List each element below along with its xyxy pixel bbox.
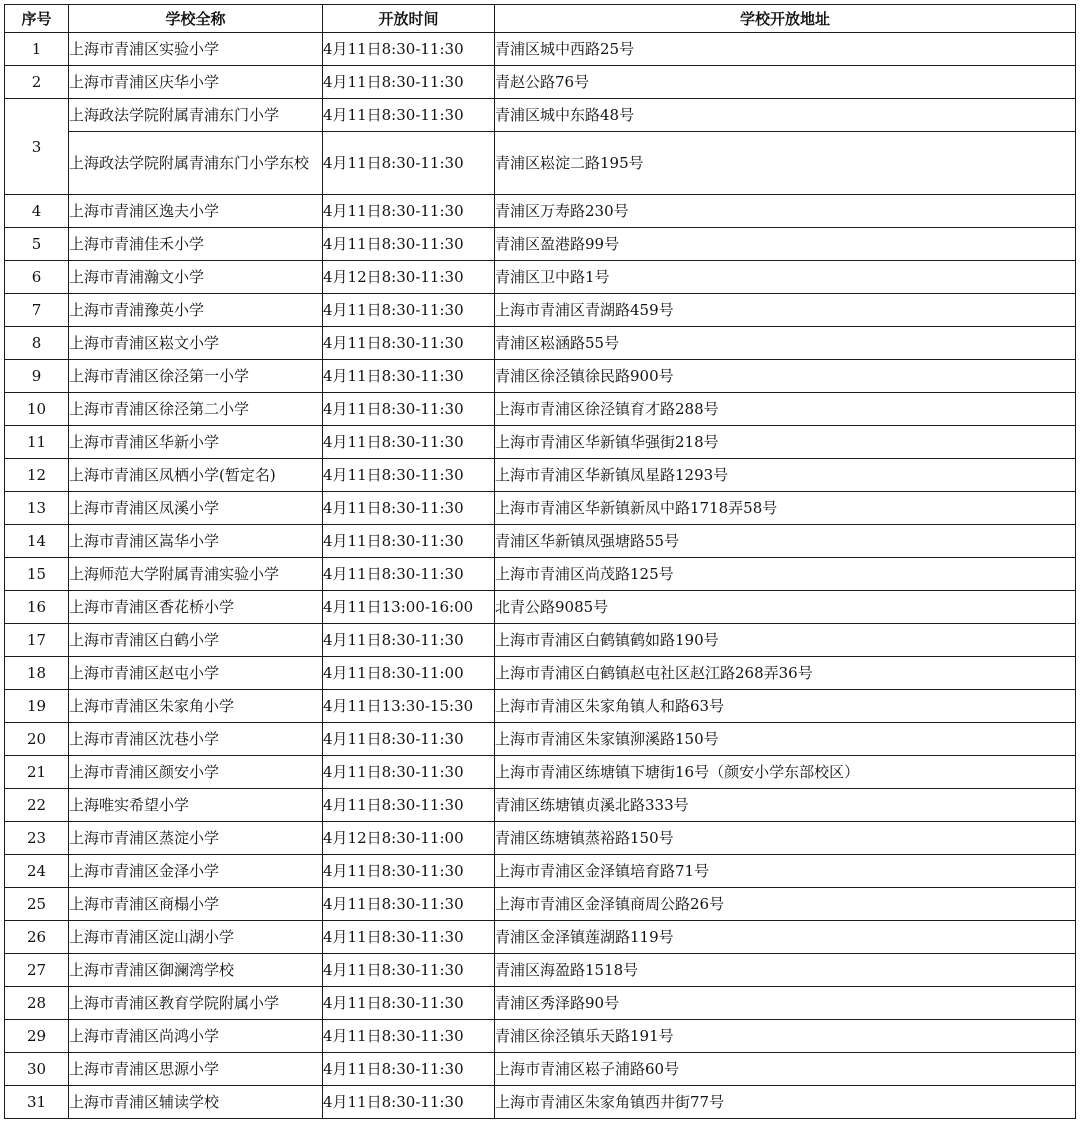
row-no: 5 — [5, 228, 69, 261]
row-school-name: 上海市青浦区香花桥小学 — [69, 591, 323, 624]
row-no: 18 — [5, 657, 69, 690]
table-row — [5, 888, 1076, 921]
row-address: 北青公路9085号 — [495, 591, 1076, 624]
row-address: 青浦区秀泽路90号 — [495, 987, 1076, 1020]
row-school-name: 上海市青浦区逸夫小学 — [69, 195, 323, 228]
row-no: 2 — [5, 66, 69, 99]
row-no: 10 — [5, 393, 69, 426]
row-address: 青浦区崧涵路55号 — [495, 327, 1076, 360]
row-no: 6 — [5, 261, 69, 294]
row-no: 9 — [5, 360, 69, 393]
row-address: 青浦区卫中路1号 — [495, 261, 1076, 294]
table-row — [5, 132, 1076, 195]
row-no: 25 — [5, 888, 69, 921]
row-open-time: 4月11日13:30-15:30 — [323, 690, 495, 723]
row-school-name: 上海师范大学附属青浦实验小学 — [69, 558, 323, 591]
table-row — [5, 1020, 1076, 1053]
row-open-time: 4月11日8:30-11:30 — [323, 99, 495, 132]
header-no: 序号 — [5, 5, 69, 33]
table-row — [5, 954, 1076, 987]
table-row — [5, 525, 1076, 558]
row-open-time: 4月11日8:30-11:30 — [323, 954, 495, 987]
row-no: 1 — [5, 33, 69, 66]
row-open-time: 4月11日8:30-11:00 — [323, 657, 495, 690]
row-no: 4 — [5, 195, 69, 228]
table-header-row — [5, 5, 1076, 33]
table-row — [5, 327, 1076, 360]
row-address: 上海市青浦区白鹤镇鹤如路190号 — [495, 624, 1076, 657]
row-no: 29 — [5, 1020, 69, 1053]
table-row — [5, 855, 1076, 888]
row-school-name: 上海市青浦区金泽小学 — [69, 855, 323, 888]
row-address: 上海市青浦区华新镇华强街218号 — [495, 426, 1076, 459]
row-school-name: 上海市青浦区庆华小学 — [69, 66, 323, 99]
row-school-name: 上海政法学院附属青浦东门小学东校 — [69, 132, 323, 195]
row-open-time: 4月12日8:30-11:00 — [323, 822, 495, 855]
row-open-time: 4月11日8:30-11:30 — [323, 723, 495, 756]
row-open-time: 4月11日8:30-11:30 — [323, 1053, 495, 1086]
row-school-name: 上海市青浦区商榻小学 — [69, 888, 323, 921]
row-address: 青浦区练塘镇贞溪北路333号 — [495, 789, 1076, 822]
row-school-name: 上海市青浦佳禾小学 — [69, 228, 323, 261]
header-address: 学校开放地址 — [495, 5, 1076, 33]
row-address: 上海市青浦区尚茂路125号 — [495, 558, 1076, 591]
school-open-day-table — [4, 4, 1076, 1119]
table-row — [5, 360, 1076, 393]
table-row — [5, 558, 1076, 591]
row-open-time: 4月11日8:30-11:30 — [323, 195, 495, 228]
row-open-time: 4月11日8:30-11:30 — [323, 1020, 495, 1053]
row-school-name: 上海市青浦区嵩华小学 — [69, 525, 323, 558]
row-school-name: 上海市青浦区教育学院附属小学 — [69, 987, 323, 1020]
table-row — [5, 393, 1076, 426]
table-row — [5, 33, 1076, 66]
table-row — [5, 426, 1076, 459]
row-open-time: 4月11日8:30-11:30 — [323, 921, 495, 954]
row-school-name: 上海市青浦区赵屯小学 — [69, 657, 323, 690]
row-address: 上海市青浦区崧子浦路60号 — [495, 1053, 1076, 1086]
row-school-name: 上海市青浦区徐泾第二小学 — [69, 393, 323, 426]
row-open-time: 4月11日13:00-16:00 — [323, 591, 495, 624]
table-row — [5, 195, 1076, 228]
row-no: 19 — [5, 690, 69, 723]
row-no: 26 — [5, 921, 69, 954]
row-school-name: 上海市青浦区凤溪小学 — [69, 492, 323, 525]
row-no: 30 — [5, 1053, 69, 1086]
row-open-time: 4月11日8:30-11:30 — [323, 789, 495, 822]
row-school-name: 上海唯实希望小学 — [69, 789, 323, 822]
row-address: 青浦区海盈路1518号 — [495, 954, 1076, 987]
row-no: 24 — [5, 855, 69, 888]
row-no: 27 — [5, 954, 69, 987]
row-no: 22 — [5, 789, 69, 822]
row-school-name: 上海市青浦区颜安小学 — [69, 756, 323, 789]
table-body — [5, 33, 1076, 1119]
row-open-time: 4月11日8:30-11:30 — [323, 459, 495, 492]
table-row — [5, 294, 1076, 327]
table-row — [5, 1086, 1076, 1119]
row-address: 上海市青浦区青湖路459号 — [495, 294, 1076, 327]
table-row — [5, 459, 1076, 492]
row-open-time: 4月11日8:30-11:30 — [323, 558, 495, 591]
row-address: 青浦区徐泾镇徐民路900号 — [495, 360, 1076, 393]
row-school-name: 上海市青浦瀚文小学 — [69, 261, 323, 294]
row-address: 上海市青浦区朱家角镇人和路63号 — [495, 690, 1076, 723]
row-school-name: 上海市青浦区白鹤小学 — [69, 624, 323, 657]
row-no: 7 — [5, 294, 69, 327]
table-row — [5, 591, 1076, 624]
row-address: 青浦区金泽镇莲湖路119号 — [495, 921, 1076, 954]
table-row — [5, 987, 1076, 1020]
table-row — [5, 657, 1076, 690]
row-no: 17 — [5, 624, 69, 657]
table-row — [5, 921, 1076, 954]
table-row — [5, 228, 1076, 261]
row-open-time: 4月11日8:30-11:30 — [323, 624, 495, 657]
header-open-time: 开放时间 — [323, 5, 495, 33]
row-school-name: 上海市青浦区淀山湖小学 — [69, 921, 323, 954]
row-address: 青浦区华新镇凤强塘路55号 — [495, 525, 1076, 558]
row-address: 上海市青浦区金泽镇培育路71号 — [495, 855, 1076, 888]
row-no: 21 — [5, 756, 69, 789]
row-open-time: 4月11日8:30-11:30 — [323, 66, 495, 99]
table-row — [5, 492, 1076, 525]
row-school-name: 上海市青浦区御澜湾学校 — [69, 954, 323, 987]
row-school-name: 上海市青浦区沈巷小学 — [69, 723, 323, 756]
row-open-time: 4月11日8:30-11:30 — [323, 426, 495, 459]
row-school-name: 上海市青浦区实验小学 — [69, 33, 323, 66]
row-address: 青浦区练塘镇蒸裕路150号 — [495, 822, 1076, 855]
table-row — [5, 690, 1076, 723]
row-no: 13 — [5, 492, 69, 525]
table-row — [5, 66, 1076, 99]
row-address: 上海市青浦区华新镇凤星路1293号 — [495, 459, 1076, 492]
row-address: 上海市青浦区朱家镇泖溪路150号 — [495, 723, 1076, 756]
row-school-name: 上海市青浦区思源小学 — [69, 1053, 323, 1086]
table-row — [5, 1053, 1076, 1086]
row-address: 上海市青浦区朱家角镇西井街77号 — [495, 1086, 1076, 1119]
row-school-name: 上海市青浦区朱家角小学 — [69, 690, 323, 723]
row-open-time: 4月11日8:30-11:30 — [323, 327, 495, 360]
row-address: 青浦区万寿路230号 — [495, 195, 1076, 228]
row-school-name: 上海政法学院附属青浦东门小学 — [69, 99, 323, 132]
row-address: 青赵公路76号 — [495, 66, 1076, 99]
row-school-name: 上海市青浦区辅读学校 — [69, 1086, 323, 1119]
row-address: 上海市青浦区金泽镇商周公路26号 — [495, 888, 1076, 921]
row-open-time: 4月11日8:30-11:30 — [323, 33, 495, 66]
row-open-time: 4月11日8:30-11:30 — [323, 888, 495, 921]
row-school-name: 上海市青浦区华新小学 — [69, 426, 323, 459]
row-address: 青浦区徐泾镇乐天路191号 — [495, 1020, 1076, 1053]
row-open-time: 4月11日8:30-11:30 — [323, 360, 495, 393]
row-address: 上海市青浦区徐泾镇育才路288号 — [495, 393, 1076, 426]
row-no: 11 — [5, 426, 69, 459]
row-no: 3 — [5, 99, 69, 195]
row-open-time: 4月11日8:30-11:30 — [323, 525, 495, 558]
row-address: 上海市青浦区练塘镇下塘街16号（颜安小学东部校区） — [495, 756, 1076, 789]
row-open-time: 4月11日8:30-11:30 — [323, 393, 495, 426]
table-row — [5, 723, 1076, 756]
row-no: 28 — [5, 987, 69, 1020]
header-school-name: 学校全称 — [69, 5, 323, 33]
row-address: 上海市青浦区白鹤镇赵屯社区赵江路268弄36号 — [495, 657, 1076, 690]
row-open-time: 4月12日8:30-11:30 — [323, 261, 495, 294]
row-no: 8 — [5, 327, 69, 360]
row-address: 青浦区崧淀二路195号 — [495, 132, 1076, 195]
table-row — [5, 99, 1076, 132]
row-school-name: 上海市青浦区徐泾第一小学 — [69, 360, 323, 393]
table-row — [5, 756, 1076, 789]
row-school-name: 上海市青浦区崧文小学 — [69, 327, 323, 360]
row-open-time: 4月11日8:30-11:30 — [323, 132, 495, 195]
table-row — [5, 261, 1076, 294]
row-address: 青浦区盈港路99号 — [495, 228, 1076, 261]
row-no: 14 — [5, 525, 69, 558]
row-no: 15 — [5, 558, 69, 591]
row-school-name: 上海市青浦豫英小学 — [69, 294, 323, 327]
row-address: 青浦区城中东路48号 — [495, 99, 1076, 132]
table-row — [5, 624, 1076, 657]
row-open-time: 4月11日8:30-11:30 — [323, 987, 495, 1020]
row-school-name: 上海市青浦区蒸淀小学 — [69, 822, 323, 855]
row-no: 31 — [5, 1086, 69, 1119]
row-school-name: 上海市青浦区尚鸿小学 — [69, 1020, 323, 1053]
row-open-time: 4月11日8:30-11:30 — [323, 294, 495, 327]
row-open-time: 4月11日8:30-11:30 — [323, 756, 495, 789]
table-row — [5, 789, 1076, 822]
table-row — [5, 822, 1076, 855]
row-open-time: 4月11日8:30-11:30 — [323, 1086, 495, 1119]
row-address: 青浦区城中西路25号 — [495, 33, 1076, 66]
row-open-time: 4月11日8:30-11:30 — [323, 228, 495, 261]
row-address: 上海市青浦区华新镇新凤中路1718弄58号 — [495, 492, 1076, 525]
row-open-time: 4月11日8:30-11:30 — [323, 855, 495, 888]
row-no: 16 — [5, 591, 69, 624]
row-no: 23 — [5, 822, 69, 855]
row-open-time: 4月11日8:30-11:30 — [323, 492, 495, 525]
row-no: 20 — [5, 723, 69, 756]
row-no: 12 — [5, 459, 69, 492]
row-school-name: 上海市青浦区凤栖小学(暂定名) — [69, 459, 323, 492]
